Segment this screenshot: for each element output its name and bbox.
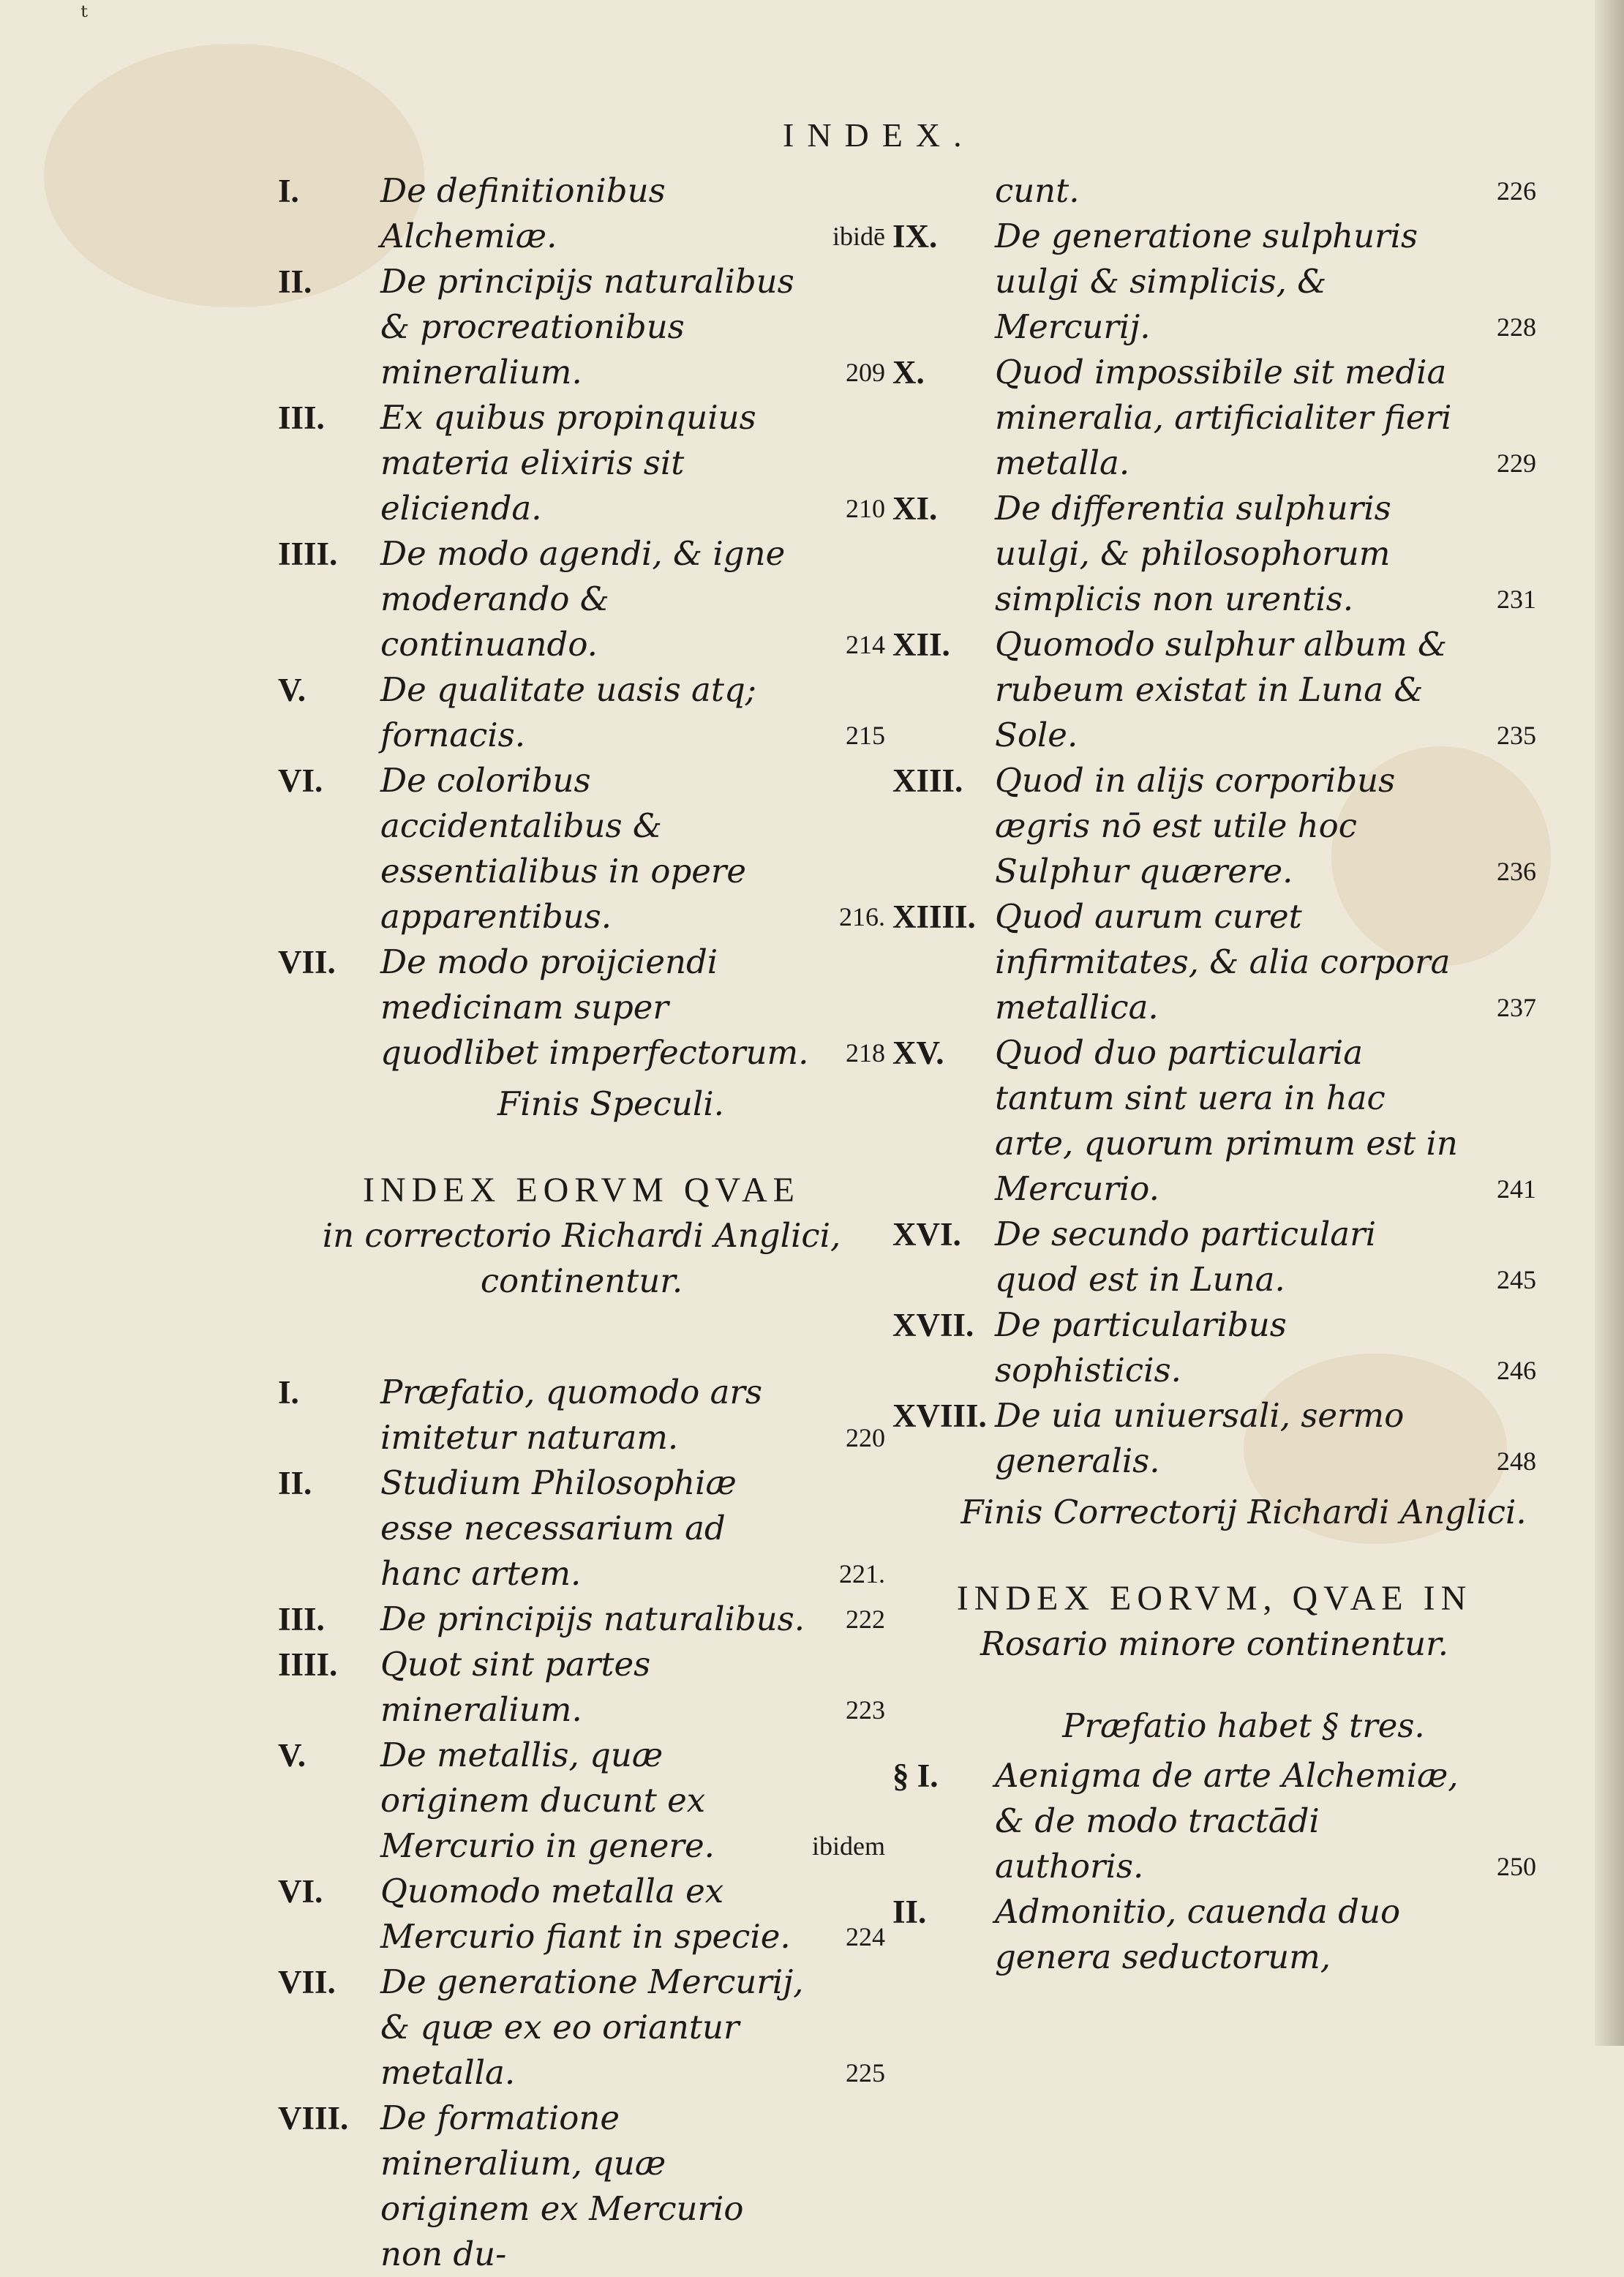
entry-number: XII. <box>892 626 950 663</box>
entry-number: II. <box>278 263 312 300</box>
entry-number: V. <box>278 672 306 708</box>
entry-title: Quod in alijs corporibus ægris nō est utile hoc Sulphur quærere. <box>995 761 1396 890</box>
entry-title: Studium Philosophiæ esse necessarium ad hanc artem. <box>380 1463 737 1593</box>
entry-title: De principijs naturalibus & procreationibus mineralium. <box>380 262 794 391</box>
entry-number: IIII. <box>278 1646 338 1683</box>
entry-number: I. <box>278 1374 299 1411</box>
entry-title: Quod impossibile sit media mineralia, artificialiter fieri metalla. <box>995 353 1452 482</box>
section-subtitle-rosarium: Rosario minore continentur. <box>980 1624 1449 1663</box>
entry-page: 222 <box>846 1605 885 1634</box>
index-entry <box>892 1302 1536 1393</box>
index-list-speculi <box>278 168 885 1076</box>
index-entry <box>278 667 885 758</box>
entry-number: IIII. <box>278 536 338 572</box>
index-entry <box>892 214 1536 350</box>
index-entry <box>278 1460 885 1597</box>
index-entry <box>892 1030 1536 1212</box>
left-column <box>278 168 885 2277</box>
index-entry <box>892 1393 1536 1484</box>
finis-correctorij: Finis Correctorij Richardi Anglici. <box>961 1493 1527 1531</box>
entry-title: Ex quibus propinquius materia elixiris sit elicienda. <box>380 398 756 528</box>
entry-number: X. <box>892 354 925 391</box>
entry-number: XV. <box>892 1035 944 1071</box>
entry-title: De definitionibus Alchemiæ. <box>380 171 666 255</box>
index-entry <box>278 1733 885 1869</box>
entry-page: 218 <box>846 1038 885 1068</box>
entry-page: 235 <box>1497 721 1536 750</box>
entry-title: De formatione mineralium, quæ originem ex Mercurio non du- <box>380 2098 744 2273</box>
entry-number: VII. <box>278 944 336 980</box>
entry-page: 228 <box>1497 312 1536 342</box>
section-subtitle-line: in correctorio Richardi Anglici, <box>322 1216 841 1255</box>
entry-page: 223 <box>846 1695 885 1725</box>
entry-page: 236 <box>1497 857 1536 886</box>
margin-mark: ᵗ <box>80 0 88 34</box>
entry-title: Admonitio, cauenda duo genera seductorum, <box>995 1892 1401 1976</box>
index-entry <box>892 758 1536 894</box>
entry-number: VI. <box>278 1873 323 1910</box>
entry-page: 209 <box>846 358 885 387</box>
index-entry <box>892 486 1536 622</box>
index-entry <box>278 1370 885 1460</box>
entry-number: XVII. <box>892 1307 974 1343</box>
index-entry <box>278 1642 885 1733</box>
entry-page: 231 <box>1497 585 1536 614</box>
index-entry <box>892 1889 1536 1980</box>
entry-number: III. <box>278 399 325 436</box>
index-list-correctorium <box>278 1370 885 2277</box>
index-entry <box>278 758 885 939</box>
page-edge <box>1595 0 1624 2046</box>
entry-page: 221. <box>839 1559 885 1588</box>
entry-number: XVIII. <box>892 1398 987 1434</box>
entry-page: 229 <box>1497 449 1536 478</box>
entry-page: 237 <box>1497 993 1536 1022</box>
entry-title: Quot sint partes mineralium. <box>380 1645 651 1729</box>
entry-number: II. <box>892 1894 927 1930</box>
index-entry <box>892 622 1536 758</box>
entry-number: VII. <box>278 1964 336 2000</box>
entry-title: De uia uniuersali, sermo generalis. <box>995 1396 1405 1480</box>
entry-title: Quomodo metalla ex Mercurio fiant in specie. <box>380 1872 791 1956</box>
index-entry <box>278 168 885 259</box>
entry-title: De principijs naturalibus. <box>380 1599 805 1638</box>
entry-title: De metallis, quæ originem ducunt ex Mercurio in genere. <box>380 1736 715 1865</box>
index-entry <box>278 1869 885 1959</box>
section-subtitle-line: continentur. <box>480 1261 683 1300</box>
right-column <box>892 168 1536 1980</box>
entry-title: Quod duo particularia tantum sint uera in hac arte, quorum primum est in Mercurio. <box>995 1033 1458 1208</box>
index-entry <box>892 350 1536 486</box>
index-list-rosarium <box>892 1753 1536 1980</box>
entry-page: 216. <box>839 902 885 931</box>
entry-title: cunt. <box>995 171 1080 210</box>
entry-page: 225 <box>846 2058 885 2087</box>
entry-page: 246 <box>1497 1356 1536 1385</box>
entry-title: De differentia sulphuris uulgi, & philosophorum simplicis non urentis. <box>995 489 1391 618</box>
index-entry <box>278 2096 885 2277</box>
continued-entry <box>892 168 1536 214</box>
entry-title: Quomodo sulphur album & rubeum existat in Luna & Sole. <box>995 625 1448 754</box>
entry-title: De secundo particulari quod est in Luna. <box>995 1215 1377 1299</box>
index-entry <box>278 395 885 531</box>
entry-title: De modo agendi, & igne moderando & continuando. <box>380 534 786 664</box>
entry-number: VIII. <box>278 2100 349 2137</box>
entry-number: IX. <box>892 218 938 255</box>
entry-page: 210 <box>846 494 885 523</box>
entry-number: I. <box>278 173 299 209</box>
index-entry <box>278 1597 885 1642</box>
entry-page: 224 <box>846 1922 885 1951</box>
entry-page: 248 <box>1497 1447 1536 1476</box>
entry-title: Quod aurum curet infirmitates, & alia corpora metallica. <box>995 897 1451 1027</box>
entry-page: 226 <box>1497 176 1536 206</box>
entry-number: XIII. <box>892 762 963 799</box>
index-entry <box>892 1212 1536 1302</box>
entry-title: De generatione sulphuris uulgi & simplicis, & Mercurij. <box>995 217 1418 346</box>
index-entry <box>278 531 885 667</box>
entry-page: 214 <box>846 630 885 659</box>
entry-page: 215 <box>846 721 885 750</box>
entry-page: ibidē <box>832 222 885 251</box>
entry-number: II. <box>278 1465 312 1501</box>
entry-page: 245 <box>1497 1265 1536 1294</box>
section-subtitle-correctorium <box>278 1213 885 1304</box>
prefatio-note: Præfatio habet § tres. <box>1062 1706 1425 1745</box>
section-title-rosarium: INDEX EORVM, QVAE IN <box>956 1579 1473 1618</box>
entry-number: V. <box>278 1737 306 1774</box>
entry-number: VI. <box>278 762 323 799</box>
entry-number: XVI. <box>892 1216 961 1253</box>
running-head: INDEX. <box>783 116 975 154</box>
index-entry <box>892 894 1536 1030</box>
entry-title: De modo proijciendi medicinam super quodlibet imperfectorum. <box>380 942 809 1072</box>
entry-page: 241 <box>1497 1174 1536 1204</box>
entry-title: De particularibus sophisticis. <box>995 1305 1287 1389</box>
entry-number: XIIII. <box>892 899 976 935</box>
entry-number: III. <box>278 1601 325 1638</box>
entry-page: 220 <box>846 1423 885 1452</box>
entry-number: XI. <box>892 490 938 527</box>
index-entry <box>278 259 885 395</box>
index-entry <box>892 1753 1536 1889</box>
entry-title: Præfatio, quomodo ars imitetur naturam. <box>380 1373 763 1457</box>
entry-title: De generatione Mercurij, & quæ ex eo oriantur metalla. <box>380 1962 804 2092</box>
entry-title: De qualitate uasis atq; fornacis. <box>380 670 756 754</box>
section-title-correctorium: INDEX EORVM QVAE <box>363 1171 800 1209</box>
entry-page: ibidem <box>812 1831 885 1861</box>
index-entry <box>278 1959 885 2096</box>
entry-title: De coloribus accidentalibus & essentialibus in opere apparentibus. <box>380 761 747 936</box>
index-entry <box>278 939 885 1076</box>
entry-title: Aenigma de arte Alchemiæ, & de modo tractādi authoris. <box>995 1756 1459 1886</box>
entry-page: 250 <box>1497 1852 1536 1881</box>
entry-number: § I. <box>892 1758 939 1794</box>
finis-speculi: Finis Speculi. <box>497 1084 724 1123</box>
index-list-correctorium-cont <box>892 214 1536 1484</box>
